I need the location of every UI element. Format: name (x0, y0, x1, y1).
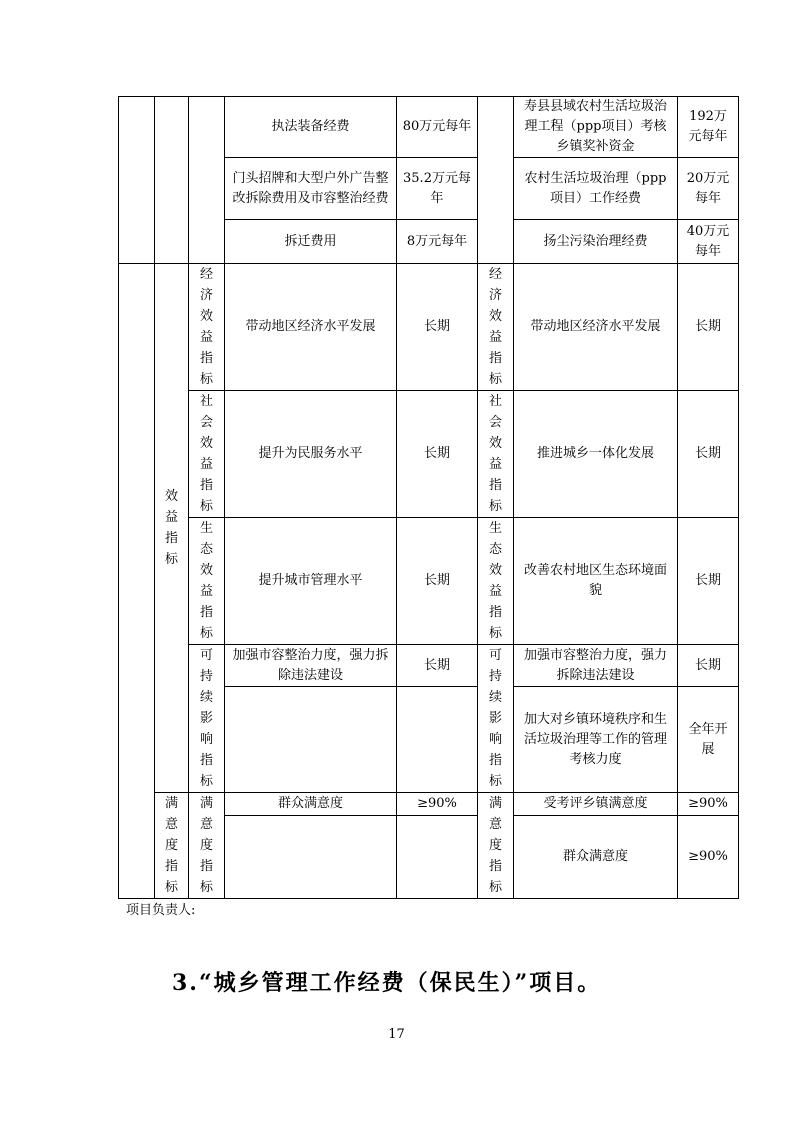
indicator-value: 长期 (678, 264, 739, 391)
table-row (119, 793, 739, 816)
indicator-value: 长期 (397, 391, 478, 518)
indicator-value (397, 687, 478, 793)
project-leader-label: 项目负责人: (126, 903, 196, 918)
indicator-value (397, 815, 478, 898)
indicator-value: ≥90% (678, 815, 739, 898)
blank-cell (155, 97, 189, 264)
table-row (119, 645, 739, 687)
indicator-item: 改善农村地区生态环境面貌 (514, 518, 678, 645)
blank-cell (478, 97, 514, 264)
performance-indicator-table (118, 96, 739, 899)
indicator-value: 长期 (397, 645, 478, 687)
indicator-item: 带动地区经济水平发展 (225, 264, 397, 391)
indicator-item: 提升城市管理水平 (225, 518, 397, 645)
section-heading: 3.“城乡管理工作经费（保民生）”项目。 (172, 970, 602, 996)
indicator-item (225, 687, 397, 793)
indicator-item: 带动地区经济水平发展 (514, 264, 678, 391)
indicator-item: 群众满意度 (225, 793, 397, 816)
social-indicator-label: 社会效益指标 (189, 391, 225, 518)
cost-value: 8万元每年 (397, 220, 478, 264)
sustainable-indicator-label: 可持续影响指标 (478, 645, 514, 793)
table-row (119, 264, 739, 391)
satisfaction-sub-label: 满意度指标 (189, 793, 225, 899)
indicator-item: 群众满意度 (514, 815, 678, 898)
satisfaction-indicator-label: 满意度指标 (155, 793, 189, 899)
cost-value: 40万元每年 (678, 220, 739, 264)
benefit-indicator-label: 效益指标 (155, 264, 189, 793)
indicator-value: 长期 (397, 518, 478, 645)
indicator-value: 长期 (678, 645, 739, 687)
table-row (119, 97, 739, 158)
sustainable-indicator-label: 可持续影响指标 (189, 645, 225, 793)
indicator-value: 长期 (397, 264, 478, 391)
ecological-indicator-label: 生态效益指标 (189, 518, 225, 645)
indicator-value: 长期 (678, 391, 739, 518)
indicator-item (225, 815, 397, 898)
cost-item: 扬尘污染治理经费 (514, 220, 678, 264)
indicator-item: 加强市容整治力度，强力拆除违法建设 (514, 645, 678, 687)
satisfaction-sub-label: 满意度指标 (478, 793, 514, 899)
cost-item: 寿县县域农村生活垃圾治理工程（ppp项目）考核乡镇奖补资金 (514, 97, 678, 158)
table-row (119, 391, 739, 518)
cost-item: 拆迁费用 (225, 220, 397, 264)
cost-value: 35.2万元每年 (397, 158, 478, 220)
indicator-item: 加大对乡镇环境秩序和生活垃圾治理等工作的管理考核力度 (514, 687, 678, 793)
indicator-item: 提升为民服务水平 (225, 391, 397, 518)
page-number: 17 (388, 1027, 405, 1042)
indicator-value: ≥90% (678, 793, 739, 816)
economic-indicator-label: 经济效益指标 (478, 264, 514, 391)
cost-item: 执法装备经费 (225, 97, 397, 158)
indicator-item: 加强市容整治力度，强力拆除违法建设 (225, 645, 397, 687)
economic-indicator-label: 经济效益指标 (189, 264, 225, 391)
indicator-value: 长期 (678, 518, 739, 645)
cost-item: 门头招牌和大型户外广告整改拆除费用及市容整治经费 (225, 158, 397, 220)
blank-cell (119, 264, 155, 899)
cost-value: 20万元每年 (678, 158, 739, 220)
indicator-value: 全年开展 (678, 687, 739, 793)
cost-value: 192万元每年 (678, 97, 739, 158)
indicator-value: ≥90% (397, 793, 478, 816)
cost-item: 农村生活垃圾治理（ppp项目）工作经费 (514, 158, 678, 220)
blank-cell (119, 97, 155, 264)
ecological-indicator-label: 生态效益指标 (478, 518, 514, 645)
indicator-item: 受考评乡镇满意度 (514, 793, 678, 816)
social-indicator-label: 社会效益指标 (478, 391, 514, 518)
cost-value: 80万元每年 (397, 97, 478, 158)
table-row (119, 518, 739, 645)
blank-cell (189, 97, 225, 264)
indicator-item: 推进城乡一体化发展 (514, 391, 678, 518)
